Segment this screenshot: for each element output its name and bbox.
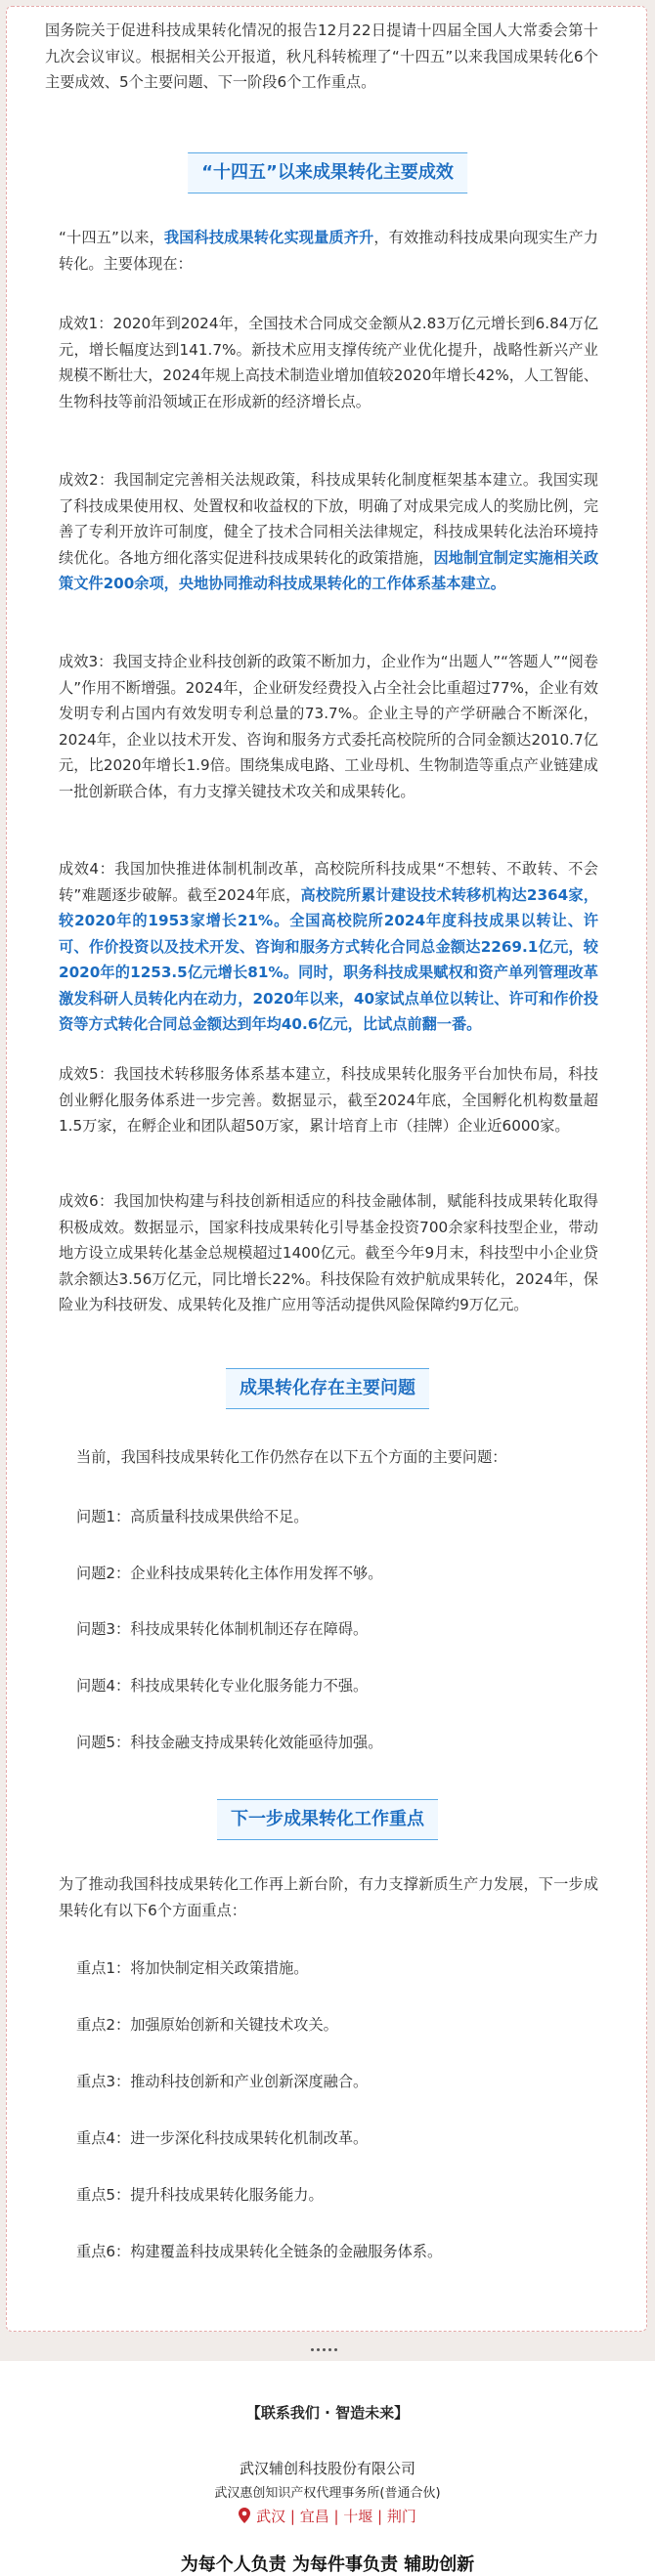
priority-item-5: 重点5：提升科技成果转化服务能力。 [76,2186,324,2204]
priorities-lead: 为了推动我国科技成果转化工作再上新台阶，有力支撑新质生产力发展，下一步成果转化有以下6个方面重点： [59,1875,598,1919]
priority-item-3: 重点3：推动科技创新和产业创新深度融合。 [76,2073,369,2090]
priority-item-1: 重点1：将加快制定相关政策措施。 [76,1959,309,1977]
effect-3-paragraph: 成效3：我国支持企业科技创新的政策不断加力，企业作为“出题人”“答题人”“阅卷人”作用不断增强。2024年，企业研发经费投入占全社会比重超过77%，企业有效发明专利占国内有效发明专利总量的73.7%。企业主导的产学研融合不断深化，2024年，企业以技术开发、咨询和服务方式委托高校院所的合同金额达2010.7亿元，比2020年增长1.9倍。围绕集成电路、工业母机、生物制造等重点产业链建成一批创新联合体，有力支撑关键技术攻关和成果转化。 [59,653,598,800]
problem-item-2: 问题2：企业科技成果转化主体作用发挥不够。 [76,1565,383,1582]
office-locations [0,2506,655,2526]
priority-item-6: 重点6：构建覆盖科技成果转化全链条的金融服务体系。 [76,2243,443,2260]
cities-text: 武汉 | 宜昌 | 十堰 | 荆门 [256,2508,416,2525]
effect-5-paragraph: 成效5：我国技术转移服务体系基本建立，科技成果转化服务平台加快布局，科技创业孵化服务体系进一步完善。数据显示，截至2024年底，全国孵化机构数量超1.5万家，在孵企业和团队超50万家，累计培育上市（挂牌）企业近6000家。 [59,1065,598,1135]
problems-lead: 当前，我国科技成果转化工作仍然存在以下五个方面的主要问题： [76,1448,507,1466]
effect-4-paragraph: 成效4：我国加快推进体制机制改革，高校院所科技成果“不想转、不敢转、不会转”难题逐步破解。截至2024年底，高校院所累计建设技术转移机构达2364家，较2020年的1953家增长21%。全国高校院所2024年度科技成果以转让、许可、作价投资以及技术开发、咨询和服务方式转化合同总金额达2269.1亿元，较2020年的1253.5亿元增长81%。同时，职务科技成果赋权和资产单列管理改革激发科研人员转化内在动力，2020年以来，40家试点单位以转让、许可和作价投资等方式转化合同总金额达到年均40.6亿元，比试点前翻一番。 [59,860,598,1033]
company-name: 武汉辅创科技股份有限公司 [239,2460,415,2477]
section-heading-problems: 成果转化存在主要问题 [226,1368,429,1409]
priority-item-4: 重点4：进一步深化科技成果转化机制改革。 [76,2129,369,2147]
effect-1-paragraph: 成效1：2020年到2024年，全国技术合同成交金额从2.83万亿元增长到6.84万亿元，增长幅度达到141.7%。新技术应用支撑传统产业优化提升，战略性新兴产业规模不断壮大，2024年规上高技术制造业增加值较2020年增长42%，人工智能、生物科技等前沿领域正在形成新的经济增长点。 [59,315,598,410]
effect-6-paragraph: 成效6：我国加快构建与科技创新相适应的科技金融体制，赋能科技成果转化取得积极成效。数据显示，国家科技成果转化引导基金投资700余家科技型企业，带动地方设立成果转化基金总规模超过1400亿元。截至今年9月末，科技型中小企业贷款余额达3.56万亿元，同比增长22%。科技保险有效护航成果转化，2024年，保险业为科技研发、成果转化及推广应用等活动提供风险保障约9万亿元。 [59,1192,598,1313]
intro-paragraph: 国务院关于促进科技成果转化情况的报告12月22日提请十四届全国人大常委会第十九次会议审议。根据相关公开报道，秋凡科转梳理了“十四五”以来我国成果转化6个主要成效、5个主要问题、下一阶段6个工作重点。 [45,21,598,91]
firm-name: 武汉惠创知识产权代理事务所(普通合伙) [214,2486,441,2501]
achievements-lead: “十四五”以来，我国科技成果转化实现量质齐升，有效推动科技成果向现实生产力转化。主要体现在： [59,229,598,273]
contact-title: 【联系我们 · 智造未来】 [245,2404,410,2422]
location-pin-icon [239,2508,250,2525]
problem-item-5: 问题5：科技金融支持成果转化效能亟待加强。 [76,1734,383,1751]
problem-item-4: 问题4：科技成果转化专业化服务能力不强。 [76,1677,369,1695]
effect-2-paragraph: 成效2：我国制定完善相关法规政策，科技成果转化制度框架基本建立。我国实现了科技成果使用权、处置权和收益权的下放，明确了对成果完成人的奖励比例，完善了专利开放许可制度，健全了技术合同相关法律规定，科技成果转化法治环境持续优化。各地方细化落实促进科技成果转化的政策措施，因地制宜制定实施相关政策文件200余项，央地协同推动科技成果转化的工作体系基本建立。 [59,471,599,592]
slogan: 为每个人负责 为每件事负责 辅助创新 [180,2555,475,2575]
priority-item-2: 重点2：加强原始创新和关键技术攻关。 [76,2016,338,2034]
problem-item-3: 问题3：科技成果转化体制机制还存在障碍。 [76,1620,369,1638]
section-heading-achievements: “十四五”以来成果转化主要成效 [188,152,467,193]
section-heading-priorities: 下一步成果转化工作重点 [217,1799,438,1840]
more-dots-icon [311,2348,337,2351]
problem-item-1: 问题1：高质量科技成果供给不足。 [76,1508,309,1525]
